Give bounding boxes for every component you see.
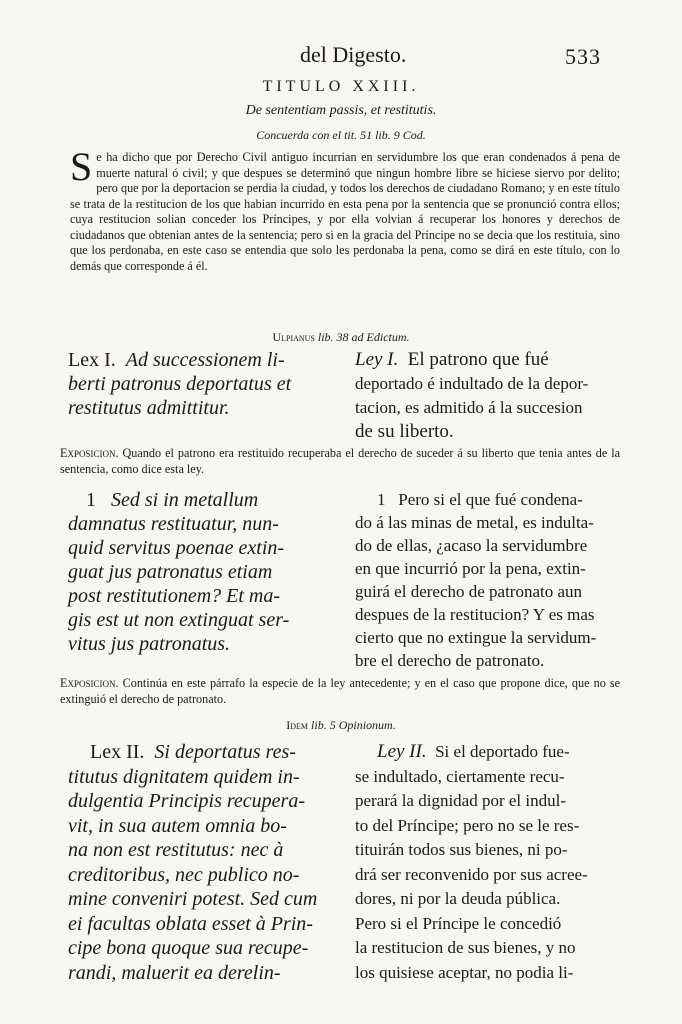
lex1-latin (68, 348, 338, 420)
par1-spanish-line: do á las minas de metal, es indulta- (355, 513, 594, 532)
lex2-spanish-line: tituirán todos sus bienes, ni po- (355, 840, 568, 859)
page-number: 533 (565, 44, 601, 69)
lex2-latin-line: ei facultas oblata esset à Prin- (68, 912, 313, 935)
par1-number-es: 1 (377, 490, 386, 509)
lex2-spanish-line: to del Príncipe; pero no se le res- (355, 815, 580, 835)
lex2-latin-line: cipe bona quoque sua recupe- (68, 937, 309, 959)
lex2-latin-line: randi, maluerit ea derelin- (68, 961, 281, 984)
lex2-spanish-line: la restitucion de sus bienes, y no (355, 938, 576, 957)
lex1-latin-line: Lex I. Ad successionem li- (68, 349, 285, 371)
exposicion-label: Exposicion. (60, 446, 119, 460)
lex2-latin-line: vit, in sua autem omnia bo- (68, 814, 287, 837)
par1-spanish-line: do de ellas, ¿acaso la servidumbre (355, 536, 588, 555)
running-title: del Digesto. (300, 42, 407, 67)
lex1-spanish-line: deportado é indultado de la depor- (355, 374, 589, 393)
titulo-heading: TITULO XXIII. (262, 78, 420, 95)
lex2-latin-line: na non est restitutus: nec à (68, 839, 284, 861)
exposicion-2 (60, 675, 620, 707)
lex2-spanish-line: se indultado, ciertamente recu- (355, 766, 565, 786)
par1-latin-line: post restitutionem? Et ma- (68, 585, 281, 607)
par1-latin-line: guat jus patronatus etiam (68, 561, 273, 583)
lex2-spanish-line: perará la dignidad por el indul- (355, 791, 567, 810)
par1-latin-line: damnatus restituatur, nun- (68, 513, 279, 535)
par1-latin-line: vitus jus patronatus. (68, 633, 231, 655)
source-author: Ulpianus (272, 330, 315, 344)
par1-latin-line: gis est ut non extinguat ser- (68, 609, 290, 631)
lex2-spanish: Ley II. Si el deportado fue- se indultado, ciertamente recu- perará la dignidad por el indul- to del Príncipe; pero no se le res- tituirán todos sus bienes, ni po- drá ser reconvenido por sus acree- dores, ni por la deuda pública. Pero si el Príncipe le concedió la restitucion de sus bienes, y no los quisiese aceptar, no podia li- (355, 740, 630, 985)
par1-spanish-line: cierto que no extingue la servidum- (355, 628, 597, 647)
lex1-latin-label: Lex I. (68, 349, 116, 371)
par1-number: 1 (86, 489, 96, 511)
exposicion-1 (60, 445, 620, 477)
running-head (0, 42, 682, 72)
lex2-latin-line: titutus dignitatem quidem in- (68, 765, 300, 788)
lex1-latin-line: restitutus admittitur. (68, 397, 230, 419)
exposicion-text: Quando el patrono era restituido recuperaba el derecho de suceder á su liberto que tenia antes de la sentencia, como dice esta ley. (60, 446, 621, 476)
lex1-spanish-label: Ley I. (355, 349, 399, 370)
source-citation-idem (0, 718, 682, 733)
par1-spanish-line: despues de la restitucion? Y es mas (355, 605, 595, 624)
exposicion-text: Continúa en este párrafo la especie de la ley antecedente; y en el caso que propone dice, que no se extinguió el derecho de patronato. (60, 676, 621, 706)
par1-spanish-line: en que incurrió por la pena, extin- (355, 559, 586, 578)
lex2-spanish-line: los quisiese aceptar, no podia li- (355, 962, 574, 982)
intro-paragraph (70, 144, 620, 274)
par1-spanish-line: bre el derecho de patronato. (355, 651, 545, 670)
lex1-latin-line: berti patronus deportatus et (68, 373, 292, 395)
par1-spanish-line: guirá el derecho de patronato aun (355, 582, 583, 601)
lex2-latin-label: Lex II. (90, 741, 145, 763)
lex1-spanish-line: tacion, es admitido á la succesion (355, 398, 583, 417)
par1-latin: 1 Sed si in metallum damnatus restituatur, nun- quid servitus poenae extin- guat jus patronatus etiam post restitutionem? Et ma- gis est ut non extinguat ser- vitus jus patronatus. (68, 488, 338, 656)
lex2-latin-line: mine conveniri potest. Sed cum (68, 888, 318, 910)
source-ref: lib. 5 Opinionum. (311, 718, 396, 732)
lex1-spanish-line: de su liberto. (355, 421, 454, 442)
lex2-spanish-line: dores, ni por la deuda pública. (355, 889, 561, 908)
lex2-latin-line: creditoribus, nec publico no- (68, 863, 300, 886)
par1-latin-line: quid servitus poenae extin- (68, 537, 285, 559)
source-citation-ulpianus (0, 330, 682, 345)
lex2-spanish-line: Pero si el Príncipe le concedió (355, 913, 562, 933)
lex2-latin: Lex II. Si deportatus res- titutus dignitatem quidem in- dulgentia Principis recupera- vit, in sua autem omnia bo- na non est restitutus: nec à creditoribus, nec publico no- mine conveniri potest. Sed cum ei facultas oblata esset à Prin- cipe bona quoque sua recupe- randi, maluerit ea derelin- (68, 740, 338, 985)
intro-text: e ha dicho que por Derecho Civil antiguo incurrian en servidumbre los que eran condenados á pena de muerte natural ó civil; y que despues se determinó que ningun hombre libre se hiciese siervo por delito; pero que por la deportacion se perdia la ciudad, y todos los derechos de ciudadano Romano; y en este título se trata de la restitucion de los que habian incurrido en esta pena por la sentencia que se pronunció contra ellos; cuya restitucion solian conceder los Príncipes, y por ella volvian á recuperar los honores y derechos de ciudadanos que obtenian antes de la sentencia; pero si en la gracia del Príncipe no se decia que los restituia, sino que los perdonaba, en este caso se entendia que solo les perdonaba la pena, como se dirá en este título, con lo demás que corresponde á él. (70, 150, 620, 273)
lex1-spanish (355, 348, 625, 444)
par1-spanish: 1 Pero si el que fué condena- do á las minas de metal, es indulta- do de ellas, ¿acaso la servidumbre en que incurrió por la pena, extin- guirá el derecho de patronato aun despues de la restitucion? Y es mas cierto que no extingue la servidum- bre el derecho de patronato. (355, 488, 630, 672)
lex2-spanish-label: Ley II. (377, 741, 427, 762)
concordance-note: Concuerda con el tit. 51 lib. 9 Cod. (256, 128, 426, 142)
lex1-spanish-line: Ley I. El patrono que fué (355, 349, 549, 370)
source-author: Idem (286, 718, 309, 732)
exposicion-label: Exposicion. (60, 676, 119, 690)
drop-cap: S (70, 144, 93, 189)
lex2-latin-line: dulgentia Principis recupera- (68, 790, 305, 812)
source-ref: lib. 38 ad Edictum. (317, 330, 410, 344)
lex2-spanish-line: drá ser reconvenido por sus acree- (355, 864, 588, 884)
title-subject: De sententiam passis, et restitutis. (245, 103, 437, 118)
